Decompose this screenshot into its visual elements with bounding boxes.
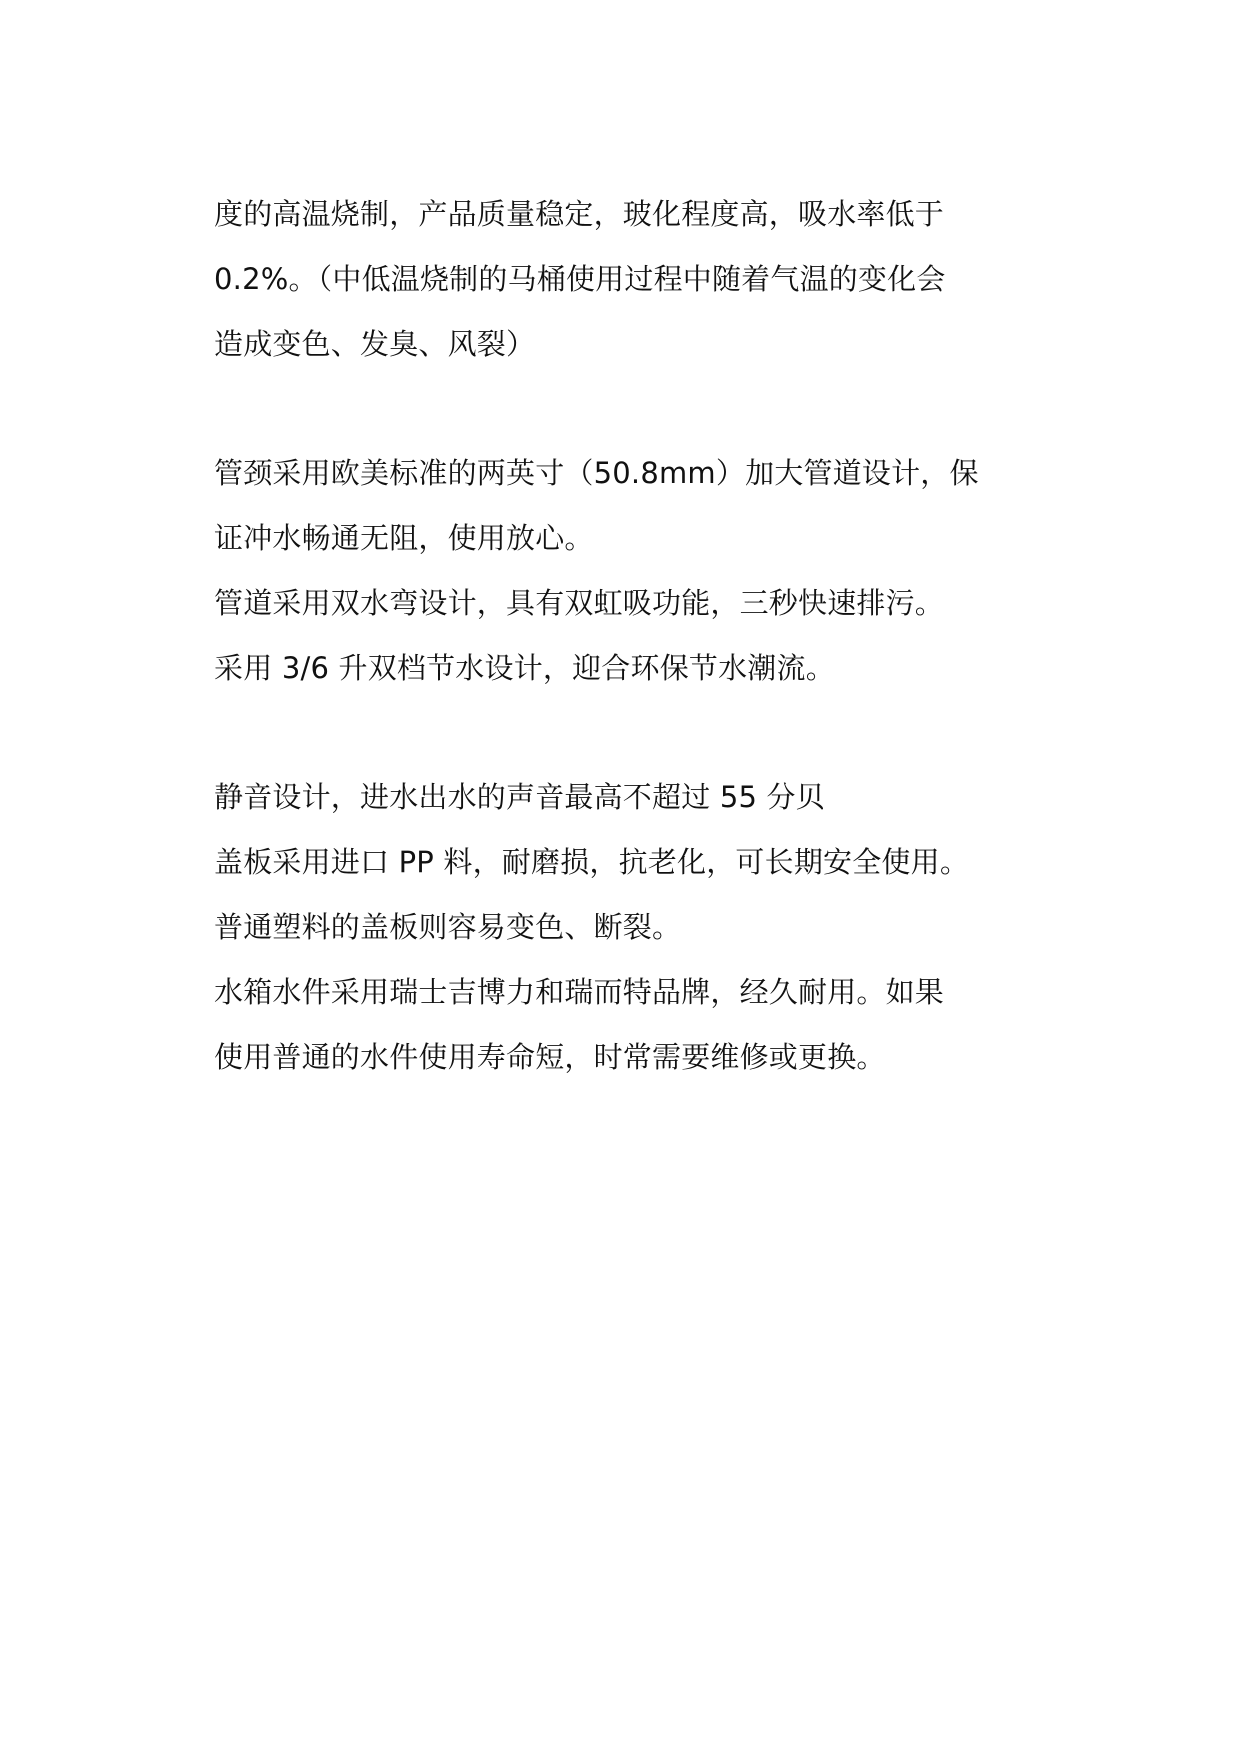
text-line: 静音设计，进水出水的声音最高不超过 55 分贝 [214,780,825,814]
paragraph-components [214,765,1074,1090]
text-line: 采用 3/6 升双档节水设计，迎合环保节水潮流。 [214,651,835,685]
paragraph-spacer [214,377,1074,441]
paragraph-spacer [214,701,1074,765]
text-line: 0.2%。（中低温烧制的马桶使用过程中随着气温的变化会 [214,262,946,296]
text-line: 水箱水件采用瑞士吉博力和瑞而特品牌，经久耐用。如果 [214,975,945,1009]
document-body [214,182,1074,1090]
text-line: 管颈采用欧美标准的两英寸（50.8mm）加大管道设计，保 [214,456,979,490]
paragraph-firing [214,182,1074,377]
text-line: 证冲水畅通无阻，使用放心。 [214,521,594,555]
text-line: 普通塑料的盖板则容易变色、断裂。 [214,910,682,944]
text-line: 管道采用双水弯设计，具有双虹吸功能，三秒快速排污。 [214,586,945,620]
text-line: 度的高温烧制，产品质量稳定，玻化程度高，吸水率低于 [214,197,945,231]
text-line: 造成变色、发臭、风裂） [214,327,536,361]
text-line: 盖板采用进口 PP 料，耐磨损，抗老化，可长期安全使用。 [214,845,970,879]
text-line: 使用普通的水件使用寿命短，时常需要维修或更换。 [214,1040,886,1074]
paragraph-pipe-design [214,441,1074,701]
